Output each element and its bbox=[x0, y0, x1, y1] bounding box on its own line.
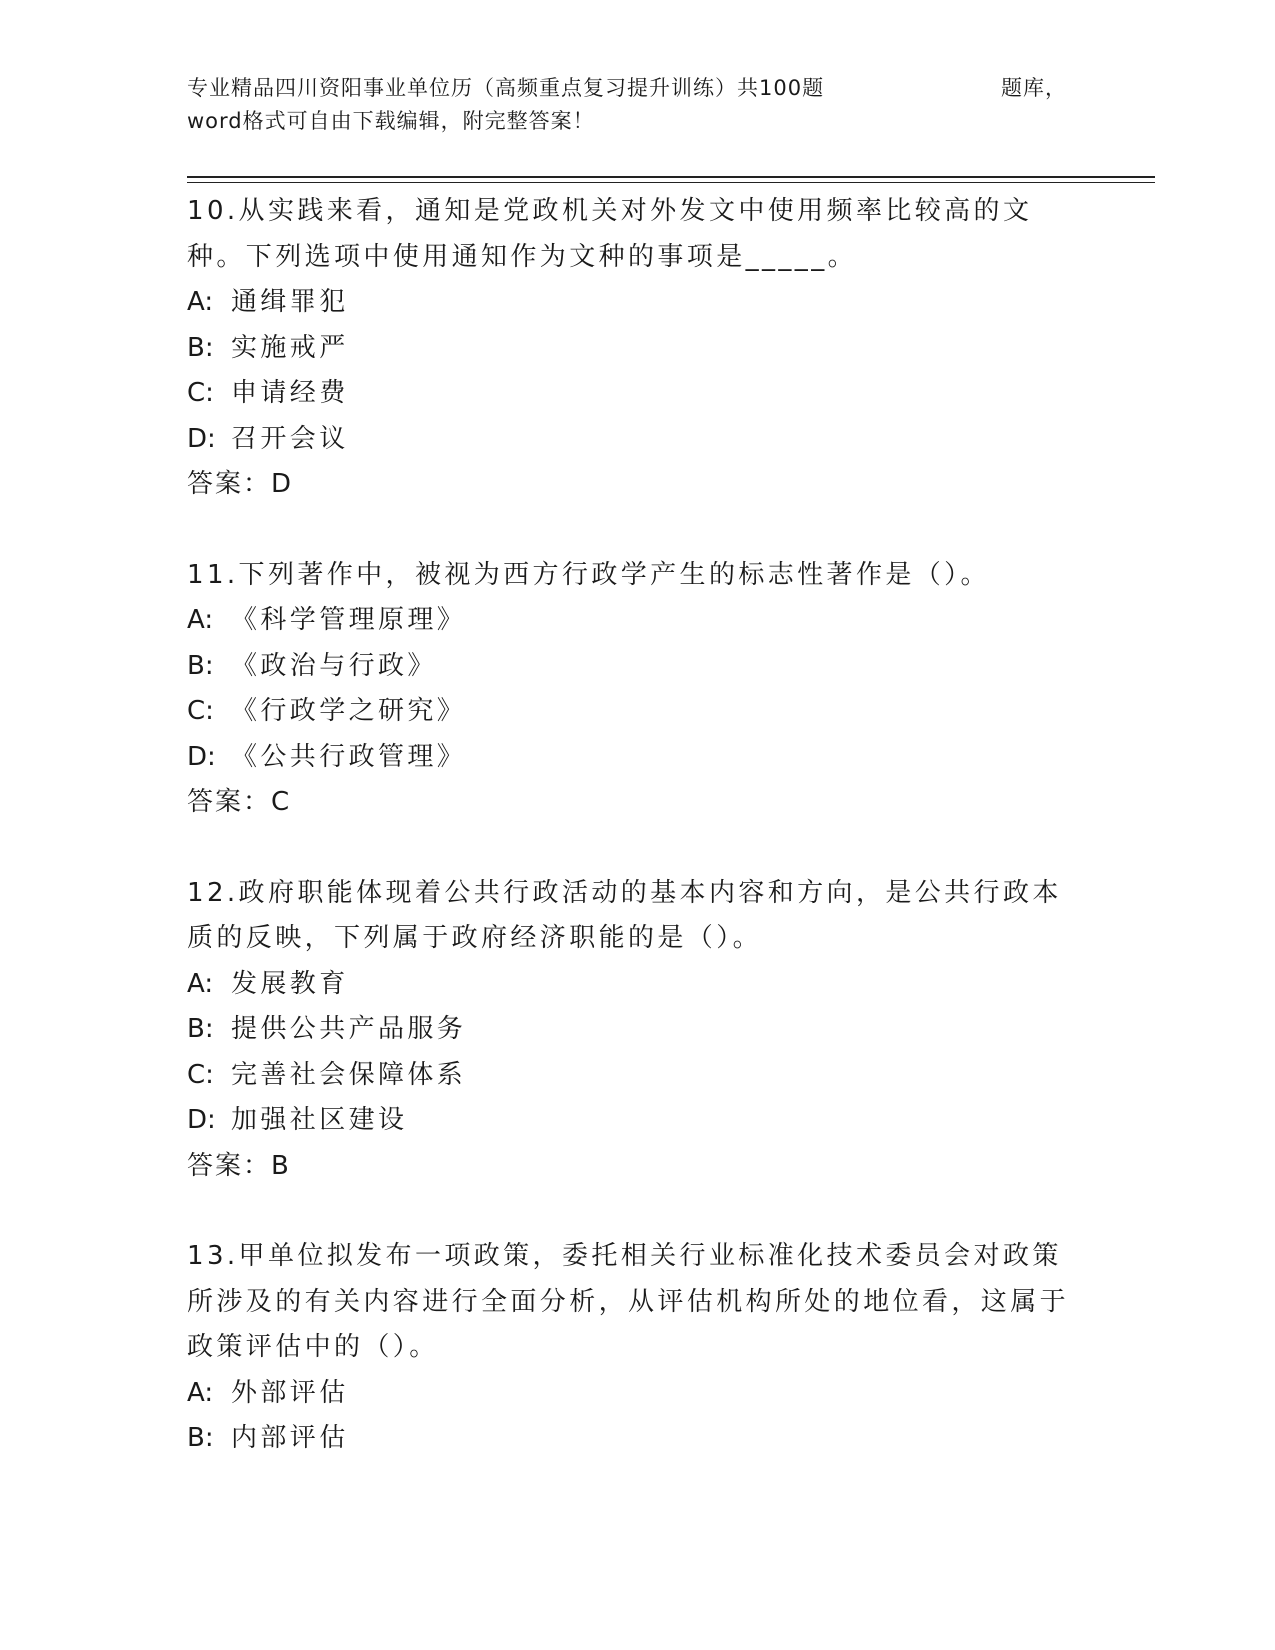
answer-option bbox=[187, 735, 1087, 781]
answer-option bbox=[187, 280, 1087, 326]
option-key: C: bbox=[187, 1059, 214, 1090]
header-divider-thin bbox=[187, 182, 1155, 183]
answer-line: 答案：B bbox=[187, 1150, 291, 1181]
question-item bbox=[187, 871, 1087, 1190]
option-key: C: bbox=[187, 378, 214, 408]
option-text: 《科学管理原理》 bbox=[231, 605, 467, 635]
option-key: D: bbox=[187, 741, 216, 772]
question-stem: 11.下列著作中，被视为西方行政学产生的标志性著作是（）。 bbox=[187, 559, 990, 590]
option-text: 召开会议 bbox=[231, 423, 349, 454]
document-header bbox=[187, 72, 1067, 138]
option-text: 《政治与行政》 bbox=[231, 650, 437, 681]
option-key: A: bbox=[187, 1377, 214, 1408]
answer-option bbox=[187, 644, 1087, 690]
option-text: 内部评估 bbox=[231, 1423, 349, 1453]
option-text: 通缉罪犯 bbox=[231, 287, 349, 317]
answer-option bbox=[187, 1007, 1087, 1053]
answer-option bbox=[187, 689, 1087, 735]
header-title-tail: 题库， bbox=[1001, 76, 1067, 100]
answer-line: 答案：D bbox=[187, 469, 294, 499]
question-stem: 13.甲单位拟发布一项政策，委托相关行业标准化技术委员会对政策所涉及的有关内容进行全面分析，从评估机构所处的地位看，这属于政策评估中的（）。 bbox=[187, 1241, 1070, 1362]
answer-option bbox=[187, 417, 1087, 463]
option-key: A: bbox=[187, 287, 214, 317]
option-text: 发展教育 bbox=[231, 968, 349, 999]
answer-option bbox=[187, 1053, 1087, 1099]
answer-line: 答案：C bbox=[187, 787, 292, 817]
option-key: B: bbox=[187, 332, 214, 363]
option-text: 《行政学之研究》 bbox=[231, 696, 467, 726]
option-key: A: bbox=[187, 605, 214, 635]
answer-option bbox=[187, 1416, 1087, 1462]
answer-option bbox=[187, 371, 1087, 417]
option-text: 申请经费 bbox=[231, 378, 349, 408]
option-key: D: bbox=[187, 423, 216, 454]
question-list bbox=[187, 189, 1087, 1507]
header-divider-thick bbox=[187, 176, 1155, 178]
question-stem: 10.从实践来看，通知是党政机关对外发文中使用频率比较高的文种。下列选项中使用通知作为文种的事项是_____。 bbox=[187, 196, 1033, 272]
question-stem: 12.政府职能体现着公共行政活动的基本内容和方向，是公共行政本质的反映，下列属于政府经济职能的是（）。 bbox=[187, 877, 1062, 953]
question-item bbox=[187, 189, 1087, 508]
answer-option bbox=[187, 962, 1087, 1008]
option-text: 《公共行政管理》 bbox=[231, 741, 467, 772]
option-text: 加强社区建设 bbox=[231, 1105, 408, 1135]
answer-option bbox=[187, 326, 1087, 372]
option-text: 完善社会保障体系 bbox=[231, 1059, 467, 1090]
header-line-2: word格式可自由下载编辑，附完整答案！ bbox=[187, 109, 595, 133]
option-key: D: bbox=[187, 1105, 216, 1135]
option-text: 实施戒严 bbox=[231, 332, 349, 363]
answer-option bbox=[187, 1371, 1087, 1417]
option-text: 外部评估 bbox=[231, 1377, 349, 1408]
option-key: A: bbox=[187, 968, 214, 999]
answer-option bbox=[187, 1098, 1087, 1144]
option-key: C: bbox=[187, 696, 214, 726]
option-key: B: bbox=[187, 1014, 214, 1044]
answer-option bbox=[187, 598, 1087, 644]
header-title: 专业精品四川资阳事业单位历（高频重点复习提升训练）共100题 bbox=[187, 76, 825, 100]
option-text: 提供公共产品服务 bbox=[231, 1014, 467, 1044]
question-item bbox=[187, 553, 1087, 826]
option-key: B: bbox=[187, 1423, 214, 1453]
question-item bbox=[187, 1234, 1087, 1462]
option-key: B: bbox=[187, 650, 214, 681]
header-line-1 bbox=[187, 72, 1067, 105]
